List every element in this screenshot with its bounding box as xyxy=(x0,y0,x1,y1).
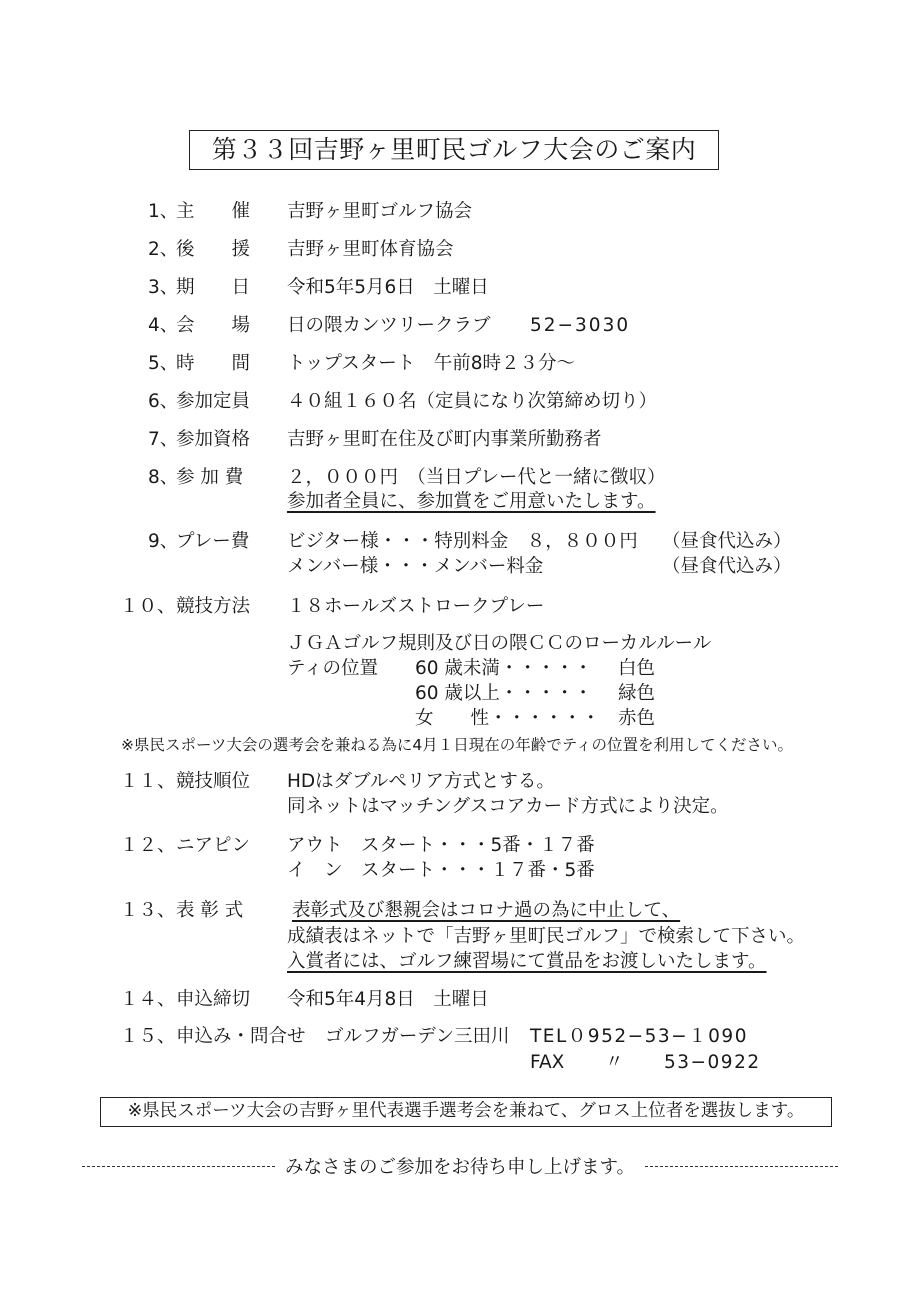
tee-color: 緑色 xyxy=(618,683,656,704)
item-9-number: 9、 xyxy=(148,531,179,552)
item-7-label: 参加資格 xyxy=(176,429,251,450)
item-5-label: 時 間 xyxy=(176,353,251,374)
item-3-number: 3、 xyxy=(148,277,179,298)
item-2-value: 吉野ヶ里町体育協会 xyxy=(287,239,454,260)
closing-line xyxy=(82,1152,838,1180)
item-14-label: 申込締切 xyxy=(176,989,251,1010)
tee-note: ※県民スポーツ大会の選考会を兼ねる為に4月１日現在の年齢でティの位置を利用してください。 xyxy=(121,736,793,754)
item-10-label: 競技方法 xyxy=(176,596,251,617)
visitor-fee: ビジター様・・・特別料金 ８，８００円 xyxy=(287,531,638,552)
ranking-method: HDはダブルペリア方式とする。 xyxy=(287,771,555,792)
item-14-number: １４、 xyxy=(120,989,176,1010)
near-pin-in: イ ン スタート・・・１７番・5番 xyxy=(287,860,595,881)
tee-group: 女 性・・・・・・ xyxy=(415,708,601,729)
contact-fax-ditto: 〃 xyxy=(605,1052,624,1073)
contact-tel: TEL０952−53−１090 xyxy=(530,1026,748,1047)
item-5-number: 5、 xyxy=(148,353,179,374)
dashed-rule-right xyxy=(645,1166,838,1167)
item-4-label: 会 場 xyxy=(176,315,251,336)
item-6-number: 6、 xyxy=(148,391,179,412)
item-15-number: １５、 xyxy=(120,1026,176,1047)
near-pin-out: アウト スタート・・・5番・１７番 xyxy=(287,835,595,856)
results-search-note: 成績表はネットで「吉野ヶ里町民ゴルフ」で検索して下さい。 xyxy=(287,926,806,947)
contact-fax-label: FAX xyxy=(530,1052,565,1073)
page-title: 第３３回吉野ヶ里町民ゴルフ大会のご案内 xyxy=(189,130,719,170)
item-2-number: 2、 xyxy=(148,239,179,260)
closing-message: みなさまのご参加をお待ち申し上げます。 xyxy=(284,1157,636,1178)
local-rules: ＪＧＡゴルフ規則及び日の隈ＣＣのローカルルール xyxy=(287,633,712,654)
item-8-value: ２，０００円 （当日プレー代と一緒に徴収） xyxy=(287,467,666,488)
item-6-label: 参加定員 xyxy=(176,391,251,412)
item-4-number: 4、 xyxy=(148,315,179,336)
item-13-label: 表 彰 式 xyxy=(176,900,244,921)
member-fee: メンバー様・・・メンバー料金 xyxy=(287,556,544,577)
item-1-number: 1、 xyxy=(148,201,179,222)
item-8-label: 参 加 費 xyxy=(176,467,244,488)
item-7-value: 吉野ヶ里町在住及び町内事業所勤務者 xyxy=(287,429,602,450)
ceremony-cancel-note: 表彰式及び懇親会はコロナ過の為に中止して、 xyxy=(292,900,681,921)
item-1-label: 主 催 xyxy=(176,201,251,222)
dashed-rule-left xyxy=(82,1166,275,1167)
item-12-label: ニアピン xyxy=(176,835,251,856)
item-9-label: プレー費 xyxy=(176,531,250,552)
venue-phone: 52−3030 xyxy=(530,315,631,336)
item-8-number: 8、 xyxy=(148,467,179,488)
item-10-value: １８ホールズストロークプレー xyxy=(287,596,545,617)
item-11-label: 競技順位 xyxy=(176,771,251,792)
contact-name: ゴルフガーデン三田川 xyxy=(325,1026,510,1047)
tee-position-label: ティの位置 xyxy=(287,658,379,679)
item-11-number: １１、 xyxy=(120,771,176,792)
item-15-label: 申込み・問合せ xyxy=(176,1026,306,1047)
tie-break-method: 同ネットはマッチングスコアカード方式により決定。 xyxy=(287,796,729,817)
item-10-number: １０、 xyxy=(120,596,176,617)
item-6-value: ４０組１６０名（定員になり次第締め切り） xyxy=(287,391,658,412)
item-12-number: １２、 xyxy=(120,835,176,856)
selection-note: ※県民スポーツ大会の吉野ヶ里代表選手選考会を兼ねて、グロス上位者を選抜します。 xyxy=(100,1097,832,1127)
tee-color: 赤色 xyxy=(618,708,656,729)
item-1-value: 吉野ヶ里町ゴルフ協会 xyxy=(287,201,473,222)
tee-group: 60 歳未満・・・・・ xyxy=(415,658,593,679)
item-3-label: 期 日 xyxy=(176,277,251,298)
contact-fax: 53−0922 xyxy=(664,1052,761,1073)
item-3-value: 令和5年5月6日 土曜日 xyxy=(287,277,489,298)
item-4-value: 日の隈カンツリークラブ xyxy=(287,315,491,336)
prize-note: 入賞者には、ゴルフ練習場にて賞品をお渡しいたします。 xyxy=(287,951,767,972)
tee-color: 白色 xyxy=(618,658,656,679)
item-14-value: 令和5年4月8日 土曜日 xyxy=(287,989,489,1010)
item-8-note: 参加者全員に、参加賞をご用意いたします。 xyxy=(287,491,656,512)
visitor-fee-note: （昼食代込み） xyxy=(662,531,792,552)
item-5-value: トップスタート 午前8時２３分〜 xyxy=(287,353,575,374)
item-7-number: 7、 xyxy=(148,429,179,450)
tee-group: 60 歳以上・・・・・ xyxy=(415,683,593,704)
member-fee-note: （昼食代込み） xyxy=(662,556,792,577)
item-2-label: 後 援 xyxy=(176,239,251,260)
item-13-number: １３、 xyxy=(120,900,176,921)
